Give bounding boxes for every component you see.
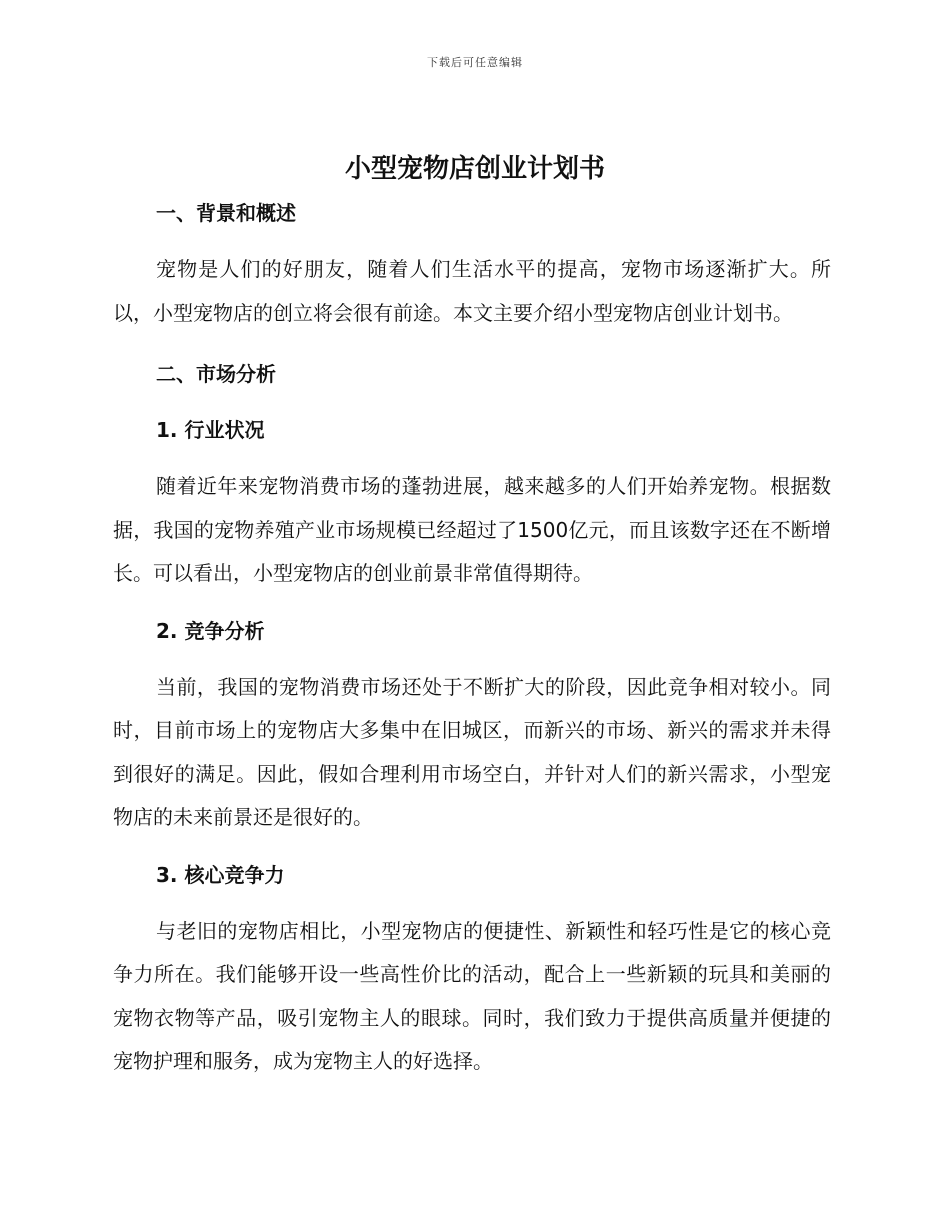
document-title: 小型宠物店创业计划书 (344, 154, 605, 184)
header-note: 下载后可任意编辑 (427, 56, 523, 69)
paragraph-industry: 随着近年来宠物消费市场的蓬勃进展，越来越多的人们开始养宠物。根据数据，我国的宠物养殖产业市场规模已经超过了1500亿元，而且该数字还在不断增长。可以看出，小型宠物店的创业前景非常值得期待。 (113, 474, 831, 585)
subsection-heading-industry: 1. 行业状况 (156, 418, 265, 442)
section-heading-market: 二、市场分析 (156, 362, 276, 386)
subsection-heading-core: 3. 核心竞争力 (156, 862, 285, 887)
paragraph-core: 与老旧的宠物店相比，小型宠物店的便捷性、新颖性和轻巧性是它的核心竞争力所在。我们能够开设一些高性价比的活动，配合上一些新颖的玩具和美丽的宠物衣物等产品，吸引宠物主人的眼球。同时，我们致力于提供高质量并便捷的宠物护理和服务，成为宠物主人的好选择。 (113, 918, 831, 1073)
section-heading-background: 一、背景和概述 (156, 201, 296, 225)
paragraph-background: 宠物是人们的好朋友，随着人们生活水平的提高，宠物市场逐渐扩大。所以，小型宠物店的创立将会很有前途。本文主要介绍小型宠物店创业计划书。 (113, 257, 831, 325)
document-body (113, 192, 831, 1084)
paragraph-competition: 当前，我国的宠物消费市场还处于不断扩大的阶段，因此竞争相对较小。同时，目前市场上的宠物店大多集中在旧城区，而新兴的市场、新兴的需求并未得到很好的满足。因此，假如合理利用市场空白，并针对人们的新兴需求，小型宠物店的未来前景还是很好的。 (113, 674, 831, 829)
subsection-heading-competition: 2. 竞争分析 (156, 618, 265, 643)
